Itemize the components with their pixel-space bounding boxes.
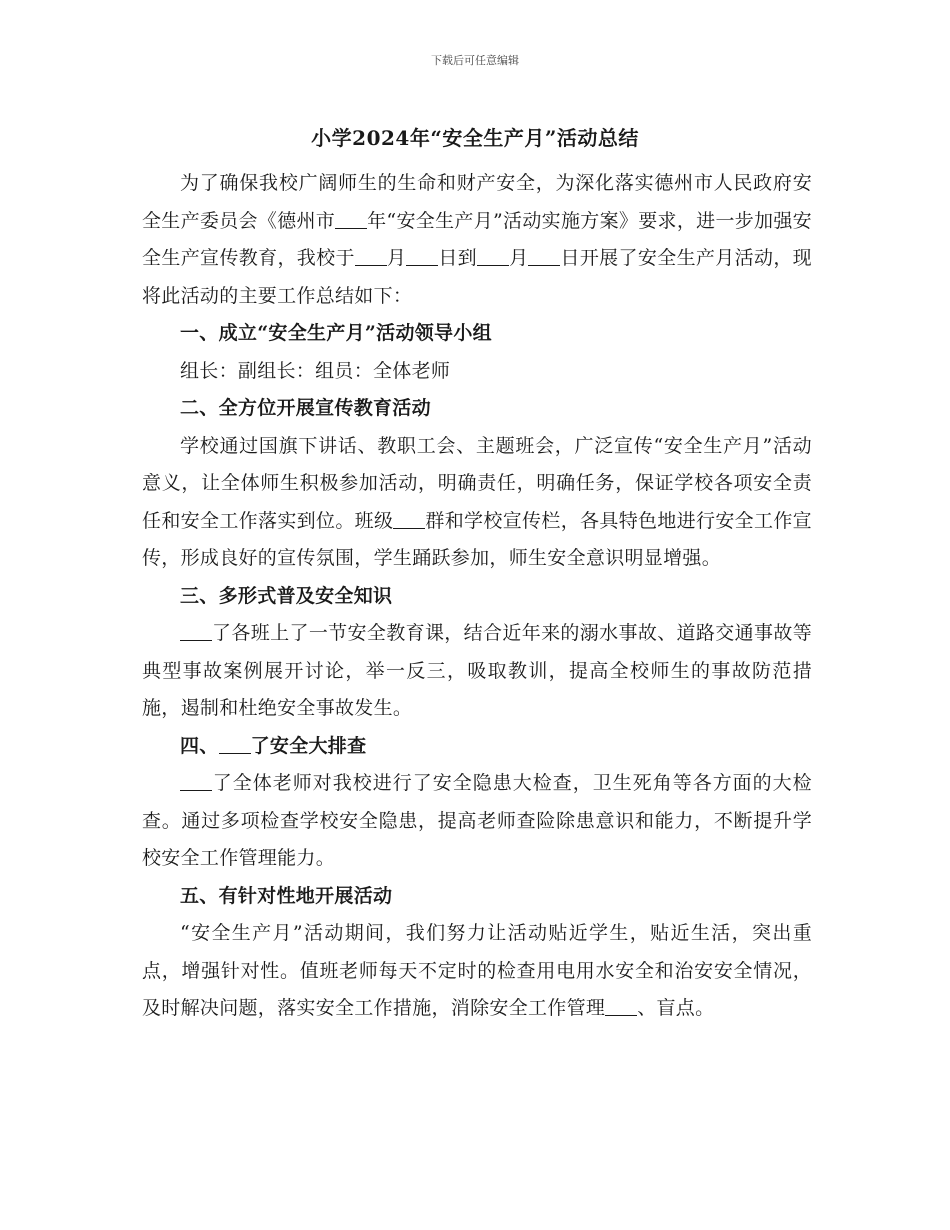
section-paragraph: 了全体老师对我校进行了安全隐患大检查，卫生死角等各方面的大检查。通过多项检查学校安全隐患，提高老师查险除患意识和能力，不断提升学校安全工作管理能力。: [142, 772, 812, 869]
blank-underline: [219, 734, 251, 754]
blank-underline: [335, 209, 367, 229]
document-body: [142, 165, 812, 1028]
blank-underline: [355, 246, 387, 266]
section-heading: 一、成立“安全生产月”活动领导小组: [180, 322, 492, 344]
blank-underline: [180, 771, 212, 791]
section-paragraph: 了各班上了一节安全教育课，结合近年来的溺水事故、道路交通事故等典型事故案例展开讨论，举一反三，吸取教训，提高全校师生的事故防范措施，遏制和杜绝安全事故发生。: [142, 622, 812, 719]
section-paragraph: 学校通过国旗下讲话、教职工会、主题班会，广泛宣传“安全生产月”活动意义，让全体师生积极参加活动，明确责任，明确任务，保证学校各项安全责任和安全工作落实到位。班级 群和学校宣传栏，各具特色地进行安全工作宣传，形成良好的宣传氛围，学生踊跃参加，师生安全意识明显增强。: [142, 434, 812, 569]
section-heading: 二、全方位开展宣传教育活动: [180, 397, 431, 419]
section-heading: 五、有针对性地开展活动: [180, 884, 393, 907]
document-title: 小学2024年“安全生产月”活动总结: [311, 126, 639, 150]
intro-paragraph: 为了确保我校广阔师生的生命和财产安全，为深化落实德州市人民政府安全生产委员会《德州市 年“安全生产月”活动实施方案》要求，进一步加强安全生产宣传教育，我校于 月 日到 月 日开展了安全生产月活动，现将此活动的主要工作总结如下：: [142, 172, 812, 307]
blank-underline: [393, 509, 425, 529]
blank-underline: [605, 996, 637, 1016]
section-paragraph: 组长：副组长：组员：全体老师: [180, 359, 451, 382]
section-paragraph: “安全生产月”活动期间，我们努力让活动贴近学生，贴近生活，突出重点，增强针对性。值班老师每天不定时的检查用电用水安全和治安安全情况，及时解决问题，落实安全工作措施，消除安全工作管理 、盲点。: [142, 922, 812, 1019]
blank-underline: [180, 621, 212, 641]
blank-underline: [406, 246, 438, 266]
blank-underline: [528, 246, 560, 266]
blank-underline: [477, 246, 509, 266]
section-heading: 三、多形式普及安全知识: [180, 584, 393, 607]
page-header-note: 下载后可任意编辑: [431, 54, 519, 67]
section-heading: 四、 了安全大排查: [180, 734, 367, 757]
